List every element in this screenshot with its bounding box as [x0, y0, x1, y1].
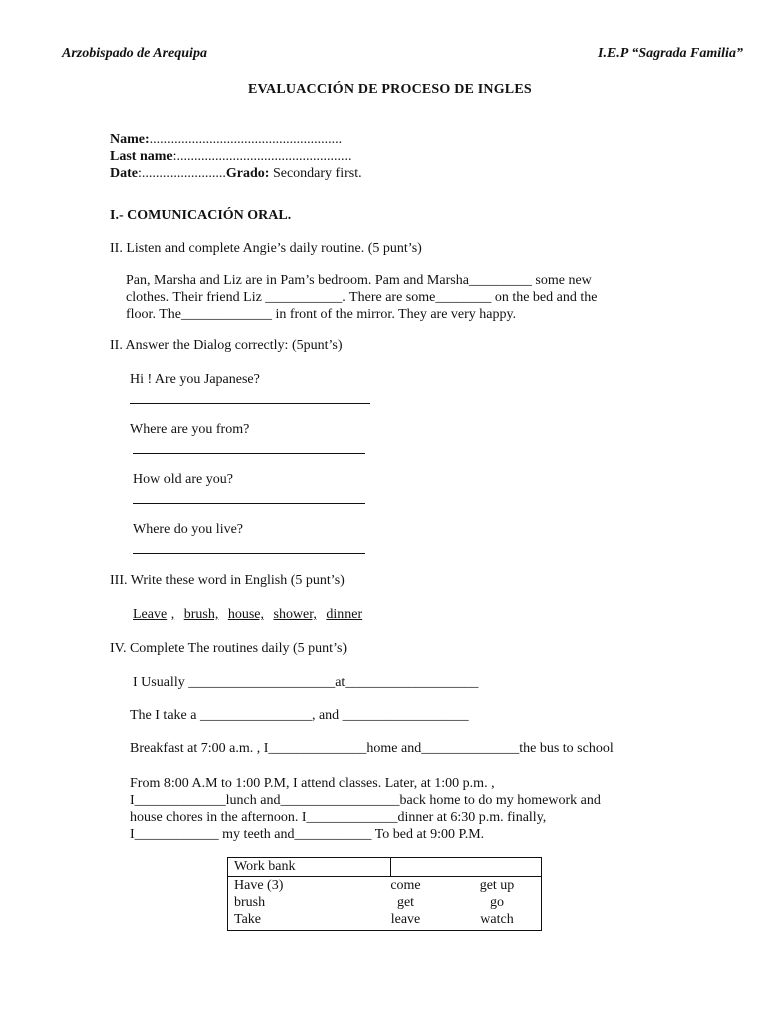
work-bank-cell: leave [390, 912, 421, 927]
work-bank-cell: go [490, 895, 504, 910]
word-item: , [170, 607, 175, 622]
routine-para-3: house chores in the afternoon. I_____________dinner at 6:30 p.m. finally, [130, 810, 547, 825]
work-bank-cell: come [390, 878, 421, 893]
question-1: Hi ! Are you Japanese? [130, 372, 260, 387]
work-bank-header-empty [391, 858, 542, 877]
work-bank-row [228, 894, 541, 911]
word-item: brush, [183, 607, 219, 622]
dialog-instruction: II. Answer the Dialog correctly: (5punt’s) [110, 338, 343, 353]
word-item: shower, [273, 607, 317, 622]
work-bank-cell: Have (3) [234, 878, 284, 893]
answer-line-4[interactable] [133, 553, 365, 554]
listen-instruction: II. Listen and complete Angie’s daily routine. (5 punt’s) [110, 241, 422, 256]
header-left: Arzobispado de Arequipa [62, 46, 207, 61]
work-bank-cell: get [396, 895, 415, 910]
work-bank-row [228, 877, 541, 894]
work-bank-table [227, 857, 542, 931]
date-row [110, 166, 362, 182]
work-bank-cell: brush [234, 895, 266, 910]
word-item: Leave [133, 607, 168, 622]
question-4: Where do you live? [133, 522, 244, 537]
date-label: Date [110, 166, 138, 181]
name-row [110, 132, 342, 148]
work-bank-cell: get up [479, 878, 515, 893]
word-list [133, 607, 362, 623]
section-oral-heading: I.- COMUNICACIÓN ORAL. [110, 208, 292, 223]
work-bank-cell: watch [480, 912, 514, 927]
paragraph-line-3: floor. The_____________ in front of the mirror. They are very happy. [126, 307, 517, 322]
page-title: EVALUACCIÓN DE PROCESO DE INGLES [248, 82, 532, 97]
routine-line-3: Breakfast at 7:00 a.m. , I______________home and______________the bus to school [130, 741, 614, 756]
header-right: I.E.P “Sagrada Familia” [598, 46, 743, 61]
grado-value: Secondary first. [269, 166, 362, 181]
paragraph-line-2: clothes. Their friend Liz ___________. There are some________ on the bed and the [126, 290, 598, 305]
routine-para-1: From 8:00 A.M to 1:00 P.M, I attend classes. Later, at 1:00 p.m. , [130, 776, 495, 791]
work-bank-title: Work bank [228, 858, 391, 877]
work-bank-cell: Take [234, 912, 262, 927]
paragraph-line-1: Pan, Marsha and Liz are in Pam’s bedroom. Pam and Marsha_________ some new [126, 273, 592, 288]
routine-para-4: I____________ my teeth and___________ To bed at 9:00 P.M. [130, 827, 485, 842]
answer-line-3[interactable] [133, 503, 365, 504]
answer-line-2[interactable] [133, 453, 365, 454]
name-field[interactable]: ....................................................... [149, 132, 343, 147]
lastname-row [110, 149, 352, 165]
work-bank-header [228, 858, 542, 877]
answer-line-1[interactable] [130, 403, 370, 404]
word-item: dinner [326, 607, 363, 622]
question-2: Where are you from? [130, 422, 250, 437]
date-field[interactable]: :........................ [138, 166, 226, 181]
lastname-field[interactable]: :.................................................. [172, 149, 352, 164]
lastname-label: Last name [110, 149, 173, 164]
name-label: Name: [110, 132, 150, 147]
words-instruction: III. Write these word in English (5 punt’s) [110, 573, 345, 588]
word-item: house, [227, 607, 264, 622]
work-bank-body [228, 877, 542, 931]
routine-line-2: The I take a ________________, and __________________ [130, 708, 469, 723]
question-3: How old are you? [133, 472, 233, 487]
routines-instruction: IV. Complete The routines daily (5 punt’s) [110, 641, 348, 656]
work-bank-row [228, 911, 541, 928]
routine-line-1: I Usually _____________________at___________________ [133, 675, 479, 690]
grado-label: Grado: [225, 166, 270, 181]
routine-para-2: I_____________lunch and_________________back home to do my homework and [130, 793, 601, 808]
